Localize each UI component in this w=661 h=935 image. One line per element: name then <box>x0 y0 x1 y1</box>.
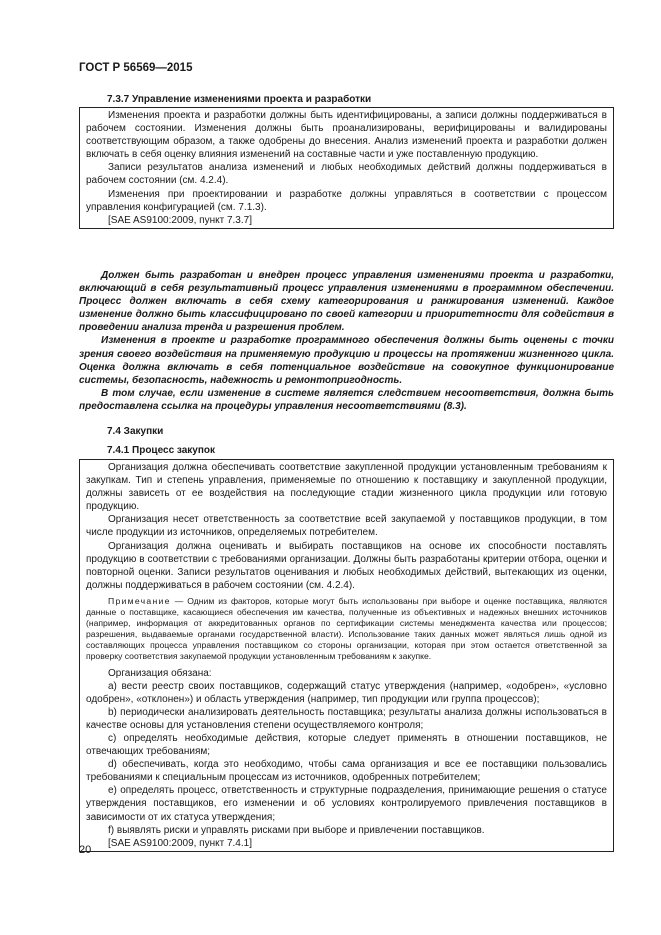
note-paragraph <box>86 596 607 663</box>
box-reference: [SAE AS9100:2009, пункт 7.4.1] <box>108 837 252 849</box>
box-paragraph: Организация должна обеспечивать соответствие закупленной продукции установленным требованиям к закупкам. Тип и степень управления, применяемые по отношению к поставщику и закупленной продукции, должны зависеть от ее воздействия на последующие стадии жизненного цикла продукции или готовую продукцию. <box>86 462 607 513</box>
box-paragraph: Изменения при проектировании и разработке должны управляться в соответствии с процессом управления конфигурацией (см. 7.1.3). <box>86 188 607 213</box>
box-paragraph: Организация должна оценивать и выбирать поставщиков на основе их способности поставлять продукцию в соответствии с требованиями организации. Должны быть разработаны критерии отбора, оценки и повторной оценки. Записи результатов оценивания и любых необходимых действий, вытекающих из оценки, должны поддерживаться в рабочем состоянии (см. 4.2.4). <box>86 540 607 591</box>
section-heading-7-4: 7.4 Закупки <box>107 426 164 437</box>
list-item: e) определять процесс, ответственность и структурные подразделения, принимающие решения о статусе утверждения поставщиков, его изменении и об условиях контролируемого привлечения поставщиков в зависимости от их статуса утверждения; <box>86 785 607 823</box>
box-reference: [SAE AS9100:2009, пункт 7.3.7] <box>108 214 252 226</box>
italic-paragraph: Изменения в проекте и разработке программного обеспечения должны быть оценены с точки зрения своего воздействия на применяемую продукцию и процессы на протяжении жизненного цикла. Оценка должна включать в себя потенциальное воздействие на совокупное функционирование системы, безопасность, надежность и ремонтопригодность. <box>79 335 614 386</box>
list-item: f) выявлять риски и управлять рисками при выборе и привлечении поставщиков. <box>108 824 485 836</box>
list-item: a) вести реестр своих поставщиков, содержащий статус утверждения (например, «одобрен», «условно одобрен», «отклонен») и область утверждения (например, тип продукции или группа процессов); <box>86 680 607 705</box>
box-paragraph: Организация несет ответственность за соответствие всей закупаемой у поставщиков продукции, в том числе продукции из источников, определяемых потребителем. <box>86 514 607 539</box>
supplement-text-7-3-7 <box>79 269 614 413</box>
box-paragraph: Изменения проекта и разработки должны быть идентифицированы, а записи должны поддерживаться в рабочем состоянии. Изменения должны быть проанализированы, верифицированы и валидированы соответствующим образом, а также одобрены до внесения. Анализ изменений проекта и разработки должен включать в себя оценку влияния изменений на составные части и уже поставленную продукцию. <box>86 110 607 161</box>
list-intro: Организация обязана: <box>108 667 212 679</box>
italic-paragraph: В том случае, если изменение в системе является следствием несоответствия, должна быть предоставлена ссылка на процедуры управления несоответствиями (8.3). <box>79 387 614 412</box>
document-header: ГОСТ Р 56569—2015 <box>79 62 193 74</box>
requirement-box-7-4-1 <box>79 459 614 852</box>
italic-paragraph: Должен быть разработан и внедрен процесс управления изменениями проекта и разработки, включающий в себя результативный процесс управления изменениями в программном обеспечении. Процесс должен включать в себя схему категорирования и ранжирования изменений. Каждое изменение должно быть классифицировано по своей категории и приоритетности для содействия в проведении анализа тренда и разрешения проблем. <box>79 270 614 334</box>
list-item: c) определять необходимые действия, которые следует применять в отношении поставщиков, не отвечающих требованиям; <box>86 732 607 758</box>
section-heading-7-4-1: 7.4.1 Процесс закупок <box>107 445 216 456</box>
section-heading-7-3-7: 7.3.7 Управление изменениями проекта и разработки <box>107 94 372 105</box>
list-item: b) периодически анализировать деятельность поставщика; результаты анализа должны использоваться в качестве основы для установления степени осуществляемого контроля; <box>86 706 607 731</box>
list-item: d) обеспечивать, когда это необходимо, чтобы сама организация и все ее поставщики пользовались требованиями к специальным процессам из источников, одобренных потребителем; <box>86 759 607 784</box>
note-text: — Одним из факторов, которые могут быть использованы при выборе и оценке поставщика, являются данные о поставщике, касающиеся обеспечения им качества, полученные из объективных и надежных внешних источников (например, информация от аккредитованных органов по сертификации системы менеджмента качества или процессов; разрешения, выдаваемые органами государственной власти). Использование таких данных может являться лишь одной из составляющих процесса управления поставщиком со стороны организации, которая при этом остается ответственной за проверку соответствия закупаемой продукции установленным требованиям к закупке. <box>86 595 607 662</box>
page-number: 20 <box>79 844 92 856</box>
note-label: Примечание <box>108 595 171 606</box>
requirement-box-7-3-7 <box>79 107 614 229</box>
box-paragraph: Записи результатов анализа изменений и любых необходимых действий должны поддерживаться в рабочем состоянии (см. 4.2.4). <box>86 162 607 187</box>
